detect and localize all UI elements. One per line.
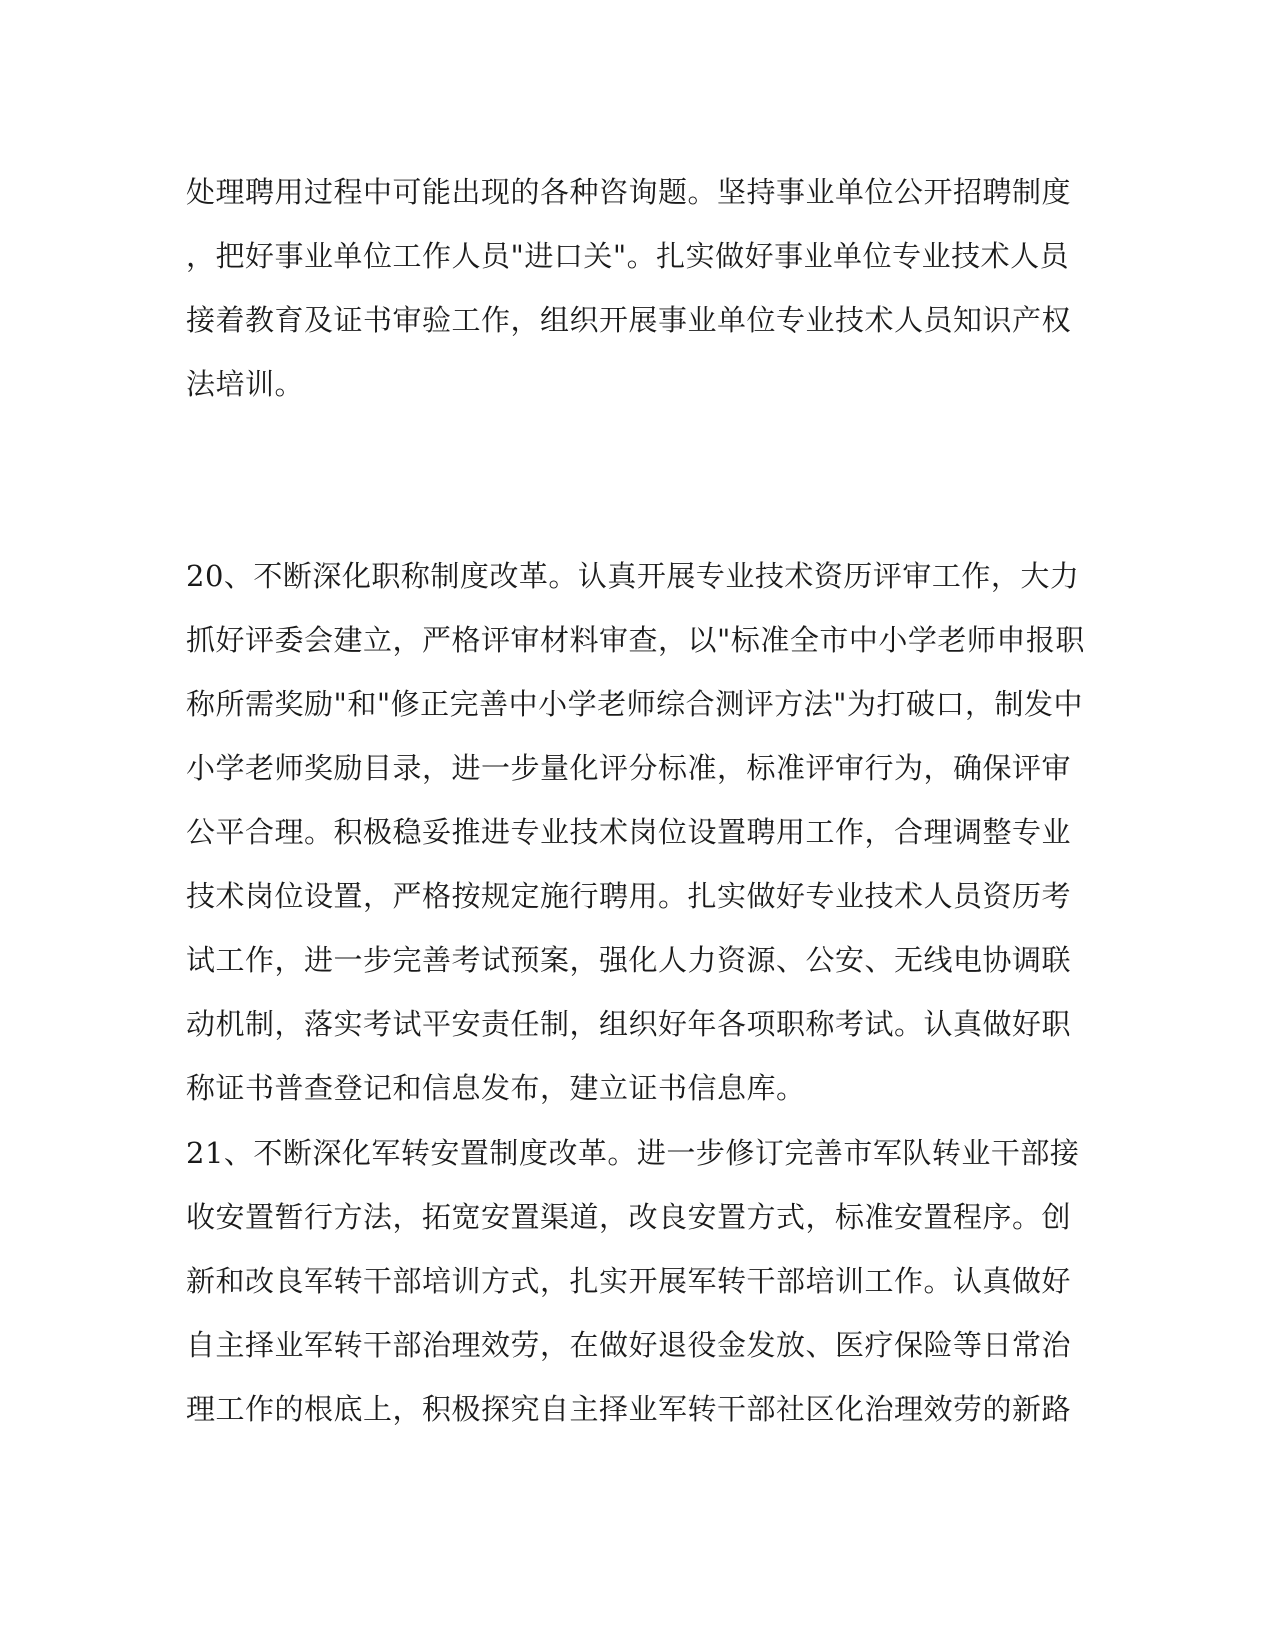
- text-line: 称所需奖励"和"修正完善中小学老师综合测评方法"为打破口，制发中: [186, 687, 1084, 721]
- text-line: 法培训。: [186, 367, 305, 401]
- text-line: 技术岗位设置，严格按规定施行聘用。扎实做好专业技术人员资历考: [186, 879, 1072, 913]
- paragraph-title-reform: [186, 544, 1086, 1120]
- text-line: 称证书普查登记和信息发布，建立证书信息库。: [186, 1071, 806, 1105]
- text-line: 试工作，进一步完善考试预案，强化人力资源、公安、无线电协调联: [186, 943, 1072, 977]
- text-line: 接着教育及证书审验工作，组织开展事业单位专业技术人员知识产权: [186, 303, 1072, 337]
- text-line: 新和改良军转干部培训方式，扎实开展军转干部培训工作。认真做好: [186, 1264, 1072, 1298]
- text-line: 动机制，落实考试平安责任制，组织好年各项职称考试。认真做好职: [186, 1007, 1072, 1041]
- text-line: 公平合理。积极稳妥推进专业技术岗位设置聘用工作，合理调整专业: [186, 815, 1072, 849]
- paragraph-military-resettlement: [186, 1121, 1086, 1441]
- text-line: 处理聘用过程中可能出现的各种咨询题。坚持事业单位公开招聘制度: [186, 175, 1072, 209]
- text-line: 收安置暂行方法，拓宽安置渠道，改良安置方式，标准安置程序。创: [186, 1200, 1072, 1234]
- paragraph-recruitment: [186, 160, 1086, 416]
- text-line: 抓好评委会建立，严格评审材料审查，以"标准全市中小学老师申报职: [186, 623, 1085, 657]
- text-line: ，把好事业单位工作人员"进口关"。扎实做好事业单位专业技术人员: [186, 239, 1070, 273]
- text-line: 21、不断深化军转安置制度改革。进一步修订完善市军队转业干部接: [186, 1136, 1080, 1170]
- text-line: 小学老师奖励目录，进一步量化评分标准，标准评审行为，确保评审: [186, 751, 1072, 785]
- text-line: 理工作的根底上，积极探究自主择业军转干部社区化治理效劳的新路: [186, 1392, 1072, 1426]
- text-line: 自主择业军转干部治理效劳，在做好退役金发放、医疗保险等日常治: [186, 1328, 1072, 1362]
- text-line: 20、不断深化职称制度改革。认真开展专业技术资历评审工作，大力: [186, 559, 1080, 593]
